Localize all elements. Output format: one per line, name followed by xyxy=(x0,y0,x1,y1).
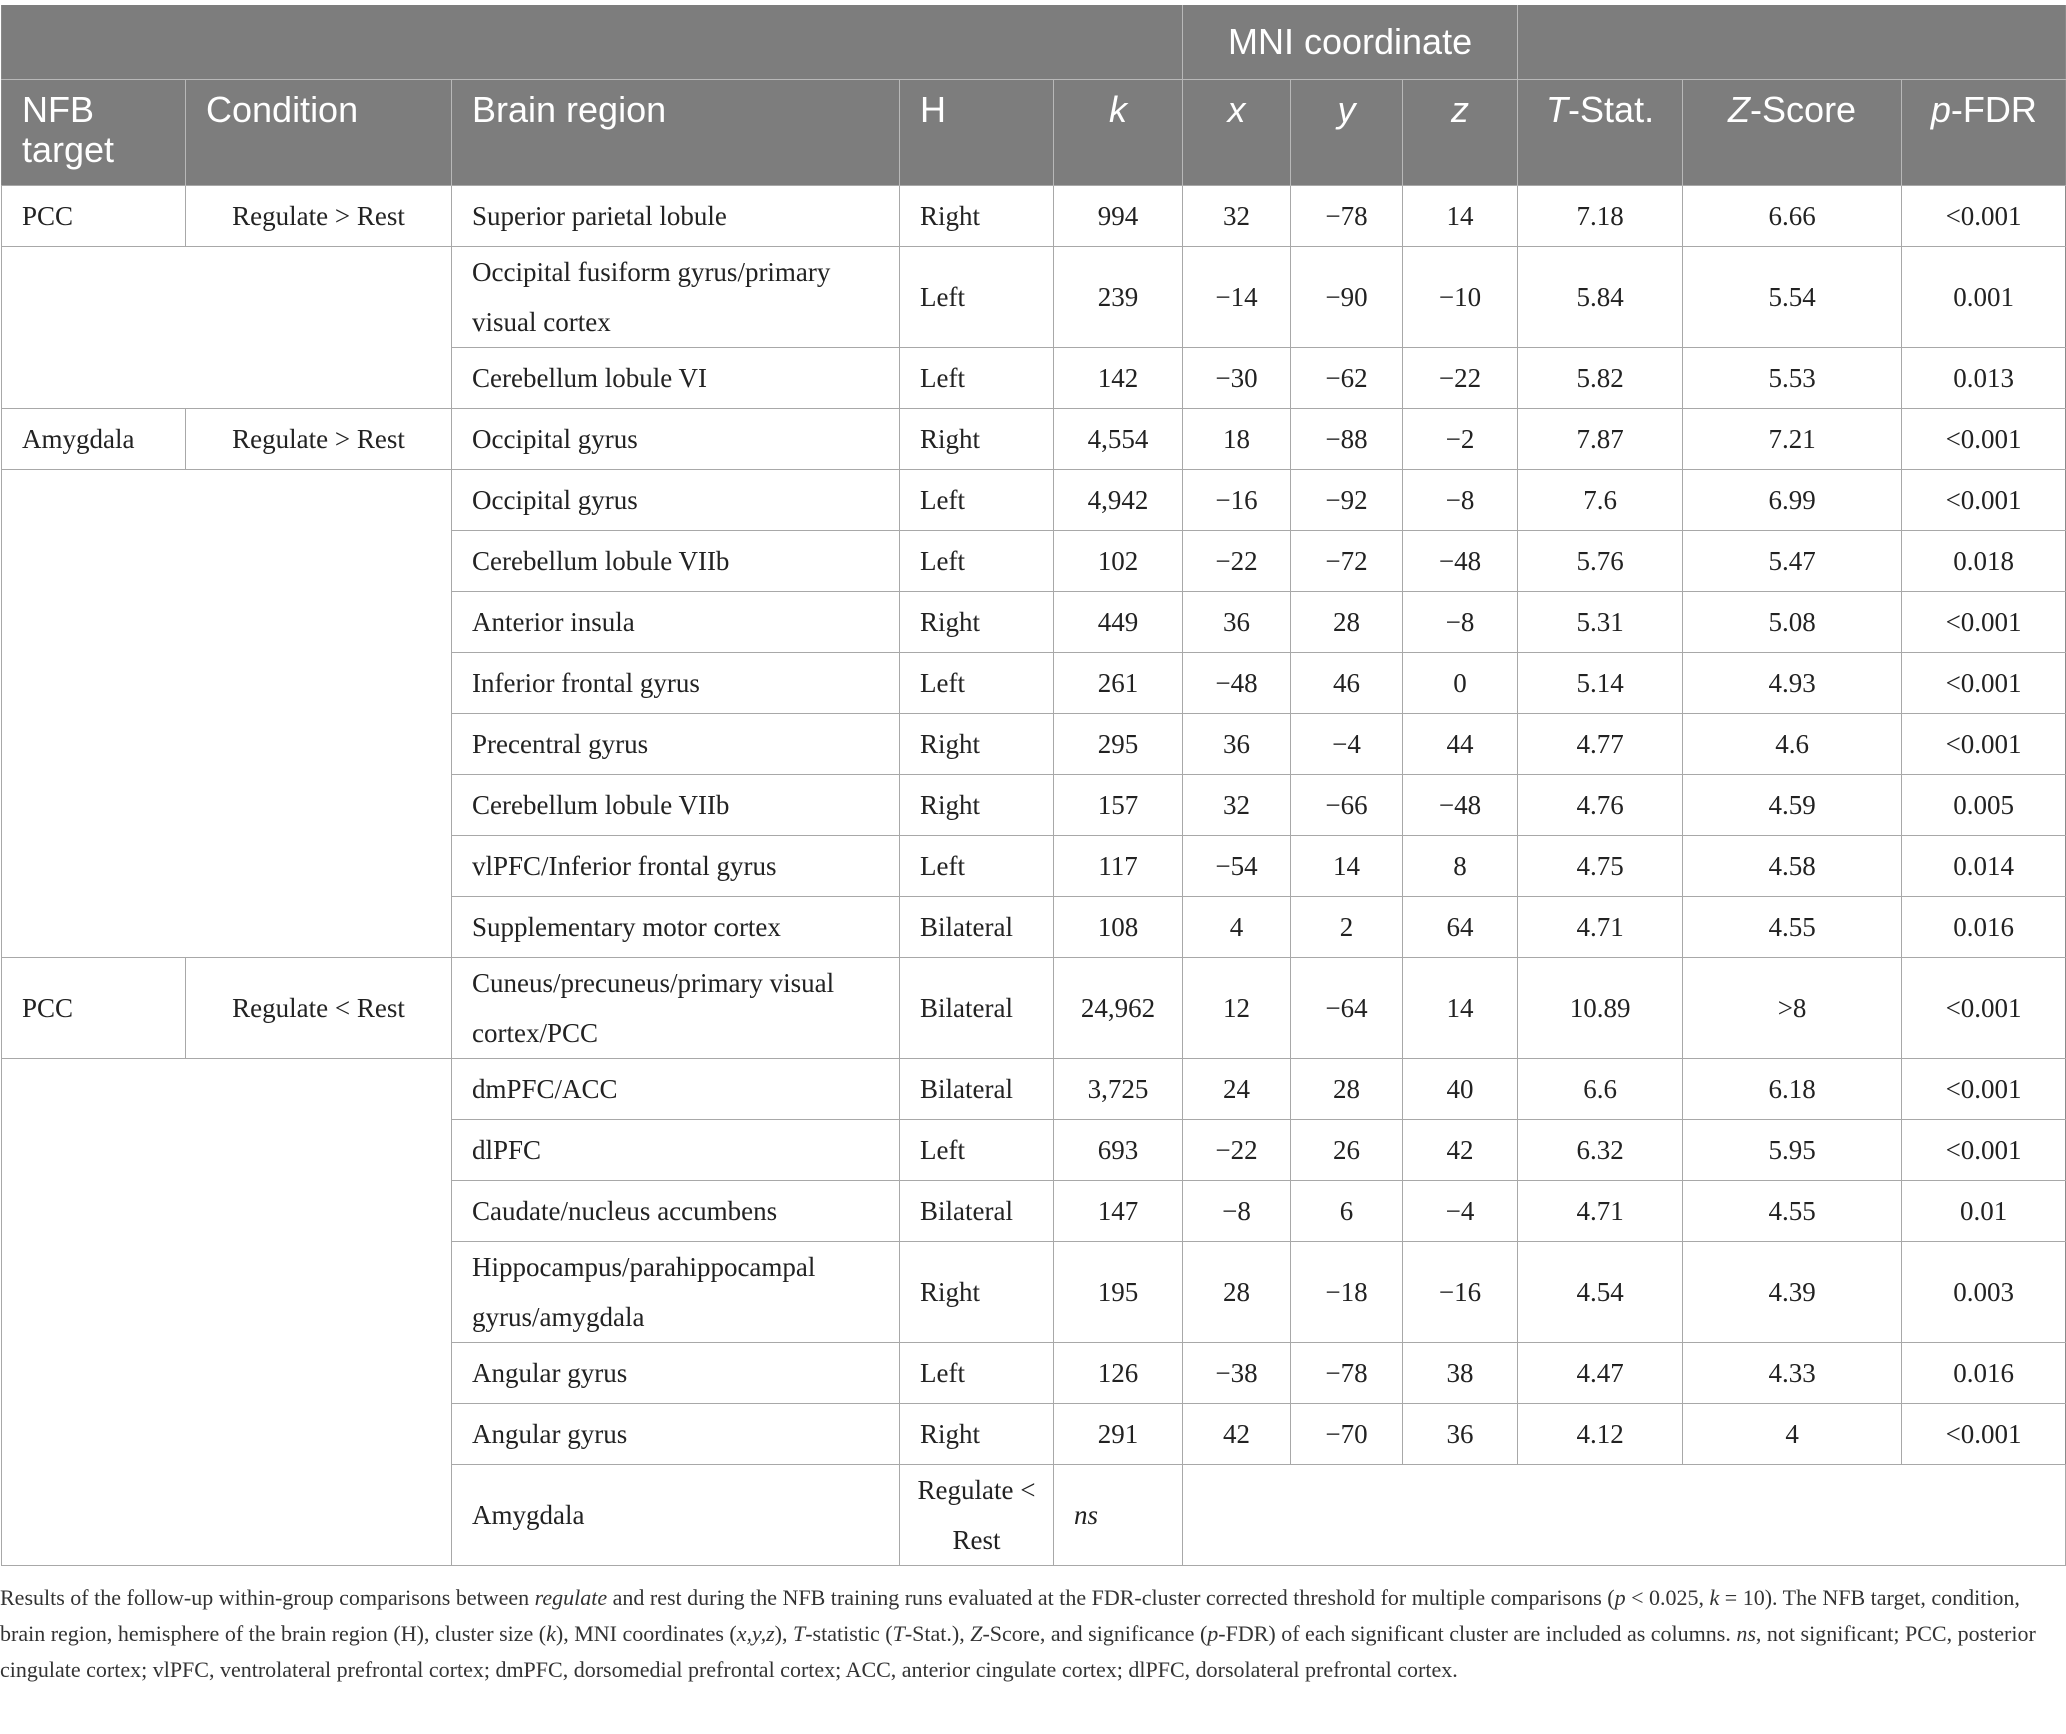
cell-t: 5.82 xyxy=(1518,348,1683,409)
cell-k: 108 xyxy=(1054,897,1183,958)
cell-k: 195 xyxy=(1054,1242,1183,1343)
cell-zscore: >8 xyxy=(1683,958,1902,1059)
cell-x: −14 xyxy=(1183,247,1291,348)
cell-y: −78 xyxy=(1291,186,1403,247)
cell-zscore: 4.55 xyxy=(1683,897,1902,958)
cell-x: −48 xyxy=(1183,653,1291,714)
cell-t: 4.54 xyxy=(1518,1242,1683,1343)
cell-zscore: 5.53 xyxy=(1683,348,1902,409)
cell-region: Hippocampus/parahippocampal gyrus/amygdala xyxy=(452,1242,900,1343)
ns-label: ns xyxy=(1074,1500,1099,1530)
results-table xyxy=(1,5,2066,1566)
cell-t: 7.18 xyxy=(1518,186,1683,247)
cell-y: −18 xyxy=(1291,1242,1403,1343)
cell-x: −22 xyxy=(1183,1120,1291,1181)
cell-zscore: 5.08 xyxy=(1683,592,1902,653)
cell-x: −54 xyxy=(1183,836,1291,897)
col-k: k xyxy=(1054,80,1183,186)
cell-zscore: 4.39 xyxy=(1683,1242,1902,1343)
header-columns-row xyxy=(2,80,2066,186)
cell-k: 3,725 xyxy=(1054,1059,1183,1120)
cell-zscore: 5.47 xyxy=(1683,531,1902,592)
cell-x: 4 xyxy=(1183,897,1291,958)
cell-h: Left xyxy=(900,836,1054,897)
cell-y: 14 xyxy=(1291,836,1403,897)
cell-x: −22 xyxy=(1183,531,1291,592)
cell-region: Cerebellum lobule VIIb xyxy=(452,775,900,836)
cell-zscore: 4 xyxy=(1683,1404,1902,1465)
cell-y: 46 xyxy=(1291,653,1403,714)
cell-k: 147 xyxy=(1054,1181,1183,1242)
cell-zscore: 4.55 xyxy=(1683,1181,1902,1242)
cell-h: Right xyxy=(900,775,1054,836)
col-y: y xyxy=(1291,80,1403,186)
cell-z: −2 xyxy=(1403,409,1518,470)
cell-p: <0.001 xyxy=(1902,592,2066,653)
cell-region: Inferior frontal gyrus xyxy=(452,653,900,714)
cell-z: 8 xyxy=(1403,836,1518,897)
cell-p: 0.016 xyxy=(1902,897,2066,958)
cell-target: PCC xyxy=(2,186,186,247)
mni-coordinate-header: MNI coordinate xyxy=(1183,5,1518,80)
cell-x: 36 xyxy=(1183,592,1291,653)
cell-zscore: 7.21 xyxy=(1683,409,1902,470)
cell-condition: Regulate > Rest xyxy=(186,186,452,247)
cell-x: −16 xyxy=(1183,470,1291,531)
cell-t: 4.75 xyxy=(1518,836,1683,897)
cell-p: 0.01 xyxy=(1902,1181,2066,1242)
cell-h: Bilateral xyxy=(900,1059,1054,1120)
cell-z: 64 xyxy=(1403,897,1518,958)
cell-region: Cerebellum lobule VI xyxy=(452,348,900,409)
cell-region: Precentral gyrus xyxy=(452,714,900,775)
cell-k: 261 xyxy=(1054,653,1183,714)
cell-h: Left xyxy=(900,1343,1054,1404)
cell-y: −4 xyxy=(1291,714,1403,775)
cell-h: Left xyxy=(900,1120,1054,1181)
cell-t: 5.76 xyxy=(1518,531,1683,592)
cell-k: 291 xyxy=(1054,1404,1183,1465)
col-condition: Condition xyxy=(186,80,452,186)
cell-t: 4.71 xyxy=(1518,897,1683,958)
header-group-row xyxy=(2,5,2066,80)
cell-t: 6.6 xyxy=(1518,1059,1683,1120)
cell-t: 5.14 xyxy=(1518,653,1683,714)
cell-k: 994 xyxy=(1054,186,1183,247)
cell-p: <0.001 xyxy=(1902,1404,2066,1465)
cell-x: 12 xyxy=(1183,958,1291,1059)
table-row xyxy=(2,470,2066,531)
cell-group-blank xyxy=(2,1059,452,1566)
cell-region: Supplementary motor cortex xyxy=(452,897,900,958)
col-nfb-target: NFB target xyxy=(22,89,115,170)
cell-h: Left xyxy=(900,247,1054,348)
cell-z: −8 xyxy=(1403,470,1518,531)
cell-x: −30 xyxy=(1183,348,1291,409)
cell-p: 0.013 xyxy=(1902,348,2066,409)
cell-x: 36 xyxy=(1183,714,1291,775)
cell-region: Cerebellum lobule VIIb xyxy=(452,531,900,592)
col-t-stat: T-Stat. xyxy=(1518,80,1683,186)
cell-k: 102 xyxy=(1054,531,1183,592)
cell-condition: Regulate > Rest xyxy=(186,409,452,470)
header-spacer-right xyxy=(1518,5,2066,80)
cell-group-blank xyxy=(2,247,452,409)
cell-target: PCC xyxy=(2,958,186,1059)
cell-p: <0.001 xyxy=(1902,653,2066,714)
cell-y: −88 xyxy=(1291,409,1403,470)
cell-z: −8 xyxy=(1403,592,1518,653)
cell-k: 142 xyxy=(1054,348,1183,409)
cell-region: Occipital fusiform gyrus/primary visual cortex xyxy=(452,247,900,348)
cell-h: Left xyxy=(900,470,1054,531)
cell-p: <0.001 xyxy=(1902,1059,2066,1120)
cell-t: 4.71 xyxy=(1518,1181,1683,1242)
cell-p: <0.001 xyxy=(1902,409,2066,470)
table-row xyxy=(2,186,2066,247)
cell-h: Bilateral xyxy=(900,897,1054,958)
cell-zscore: 4.93 xyxy=(1683,653,1902,714)
cell-x: −38 xyxy=(1183,1343,1291,1404)
cell-k: 4,554 xyxy=(1054,409,1183,470)
cell-k: 117 xyxy=(1054,836,1183,897)
col-p-fdr: p-FDR xyxy=(1902,80,2066,186)
cell-p: 0.016 xyxy=(1902,1343,2066,1404)
cell-h: Right xyxy=(900,592,1054,653)
cell-z: −4 xyxy=(1403,1181,1518,1242)
cell-y: −70 xyxy=(1291,1404,1403,1465)
header-spacer xyxy=(2,5,1183,80)
cell-z: 40 xyxy=(1403,1059,1518,1120)
cell-t: 4.47 xyxy=(1518,1343,1683,1404)
cell-z: −48 xyxy=(1403,531,1518,592)
cell-k: 693 xyxy=(1054,1120,1183,1181)
cell-t: 7.6 xyxy=(1518,470,1683,531)
cell-x: 32 xyxy=(1183,186,1291,247)
cell-z: −16 xyxy=(1403,1242,1518,1343)
cell-zscore: 6.66 xyxy=(1683,186,1902,247)
cell-p: 0.018 xyxy=(1902,531,2066,592)
cell-p: <0.001 xyxy=(1902,1120,2066,1181)
cell-p: 0.001 xyxy=(1902,247,2066,348)
cell-y: 26 xyxy=(1291,1120,1403,1181)
cell-t: 6.32 xyxy=(1518,1120,1683,1181)
cell-y: −72 xyxy=(1291,531,1403,592)
cell-t: 5.31 xyxy=(1518,592,1683,653)
cell-condition: Regulate < Rest xyxy=(900,1465,1054,1566)
cell-t: 10.89 xyxy=(1518,958,1683,1059)
cell-x: 24 xyxy=(1183,1059,1291,1120)
cell-k: 4,942 xyxy=(1054,470,1183,531)
cell-y: −92 xyxy=(1291,470,1403,531)
cell-z: −22 xyxy=(1403,348,1518,409)
table-row xyxy=(2,1059,2066,1120)
cell-k: 295 xyxy=(1054,714,1183,775)
cell-h: Left xyxy=(900,531,1054,592)
cell-region: Anterior insula xyxy=(452,592,900,653)
cell-h: Left xyxy=(900,348,1054,409)
cell-k: 24,962 xyxy=(1054,958,1183,1059)
table-row xyxy=(2,958,2066,1059)
cell-region xyxy=(1054,1465,1183,1566)
table-footnote: Results of the follow-up within-group comparisons between regulate and rest during the NFB training runs evaluated at the FDR-cluster corrected threshold for multiple comparisons (p < 0.025, k = 10). The NFB target, condition, brain region, hemisphere of the brain region (H), cluster size (k), MNI coordinates (x,y,z), T-statistic (T-Stat.), Z-Score, and significance (p-FDR) of each significant cluster are included as columns. ns, not significant; PCC, posterior cingulate cortex; vlPFC, ventrolateral prefrontal cortex; dmPFC, dorsomedial prefrontal cortex; ACC, anterior cingulate cortex; dlPFC, dorsolateral prefrontal cortex. xyxy=(0,1585,2036,1682)
cell-t: 5.84 xyxy=(1518,247,1683,348)
cell-zscore: 4.33 xyxy=(1683,1343,1902,1404)
cell-h: Bilateral xyxy=(900,1181,1054,1242)
col-hemisphere: H xyxy=(900,80,1054,186)
cell-z: −10 xyxy=(1403,247,1518,348)
cell-zscore: 4.6 xyxy=(1683,714,1902,775)
cell-z: −48 xyxy=(1403,775,1518,836)
cell-k: 157 xyxy=(1054,775,1183,836)
table-header xyxy=(2,5,2066,186)
cell-zscore: 6.99 xyxy=(1683,470,1902,531)
col-z-score: Z-Score xyxy=(1683,80,1902,186)
cell-x: −8 xyxy=(1183,1181,1291,1242)
cell-z: 0 xyxy=(1403,653,1518,714)
cell-empty-span xyxy=(1183,1465,2066,1566)
table-body xyxy=(2,186,2066,1566)
cell-p: 0.005 xyxy=(1902,775,2066,836)
cell-k: 449 xyxy=(1054,592,1183,653)
cell-z: 36 xyxy=(1403,1404,1518,1465)
cell-target: Amygdala xyxy=(2,409,186,470)
cell-t: 4.77 xyxy=(1518,714,1683,775)
cell-y: −64 xyxy=(1291,958,1403,1059)
cell-region: Angular gyrus xyxy=(452,1404,900,1465)
cell-h: Right xyxy=(900,1242,1054,1343)
cell-z: 42 xyxy=(1403,1120,1518,1181)
cell-region: dmPFC/ACC xyxy=(452,1059,900,1120)
cell-group-blank xyxy=(2,470,452,958)
cell-region: vlPFC/Inferior frontal gyrus xyxy=(452,836,900,897)
cell-h: Right xyxy=(900,714,1054,775)
table-row xyxy=(2,409,2066,470)
table-row xyxy=(2,247,2066,348)
cell-z: 14 xyxy=(1403,958,1518,1059)
cell-y: 2 xyxy=(1291,897,1403,958)
cell-t: 4.76 xyxy=(1518,775,1683,836)
cell-x: 28 xyxy=(1183,1242,1291,1343)
cell-zscore: 6.18 xyxy=(1683,1059,1902,1120)
cell-p: <0.001 xyxy=(1902,186,2066,247)
cell-p: <0.001 xyxy=(1902,714,2066,775)
cell-h: Right xyxy=(900,186,1054,247)
cell-h: Left xyxy=(900,653,1054,714)
cell-region: Superior parietal lobule xyxy=(452,186,900,247)
cell-y: −66 xyxy=(1291,775,1403,836)
cell-z: 38 xyxy=(1403,1343,1518,1404)
cell-region: Occipital gyrus xyxy=(452,409,900,470)
cell-region: Angular gyrus xyxy=(452,1343,900,1404)
cell-y: 28 xyxy=(1291,1059,1403,1120)
cell-zscore: 5.95 xyxy=(1683,1120,1902,1181)
cell-x: 32 xyxy=(1183,775,1291,836)
cell-region: Cuneus/precuneus/primary visual cortex/PCC xyxy=(452,958,900,1059)
cell-y: 6 xyxy=(1291,1181,1403,1242)
cell-target: Amygdala xyxy=(452,1465,900,1566)
cell-t: 4.12 xyxy=(1518,1404,1683,1465)
cell-x: 18 xyxy=(1183,409,1291,470)
cell-z: 44 xyxy=(1403,714,1518,775)
cell-p: <0.001 xyxy=(1902,958,2066,1059)
cell-p: <0.001 xyxy=(1902,470,2066,531)
cell-y: −62 xyxy=(1291,348,1403,409)
cell-k: 239 xyxy=(1054,247,1183,348)
cell-h: Right xyxy=(900,409,1054,470)
cell-region: Caudate/nucleus accumbens xyxy=(452,1181,900,1242)
cell-y: −78 xyxy=(1291,1343,1403,1404)
cell-p: 0.003 xyxy=(1902,1242,2066,1343)
cell-condition: Regulate < Rest xyxy=(186,958,452,1059)
col-z: z xyxy=(1403,80,1518,186)
col-x: x xyxy=(1183,80,1291,186)
cell-zscore: 4.59 xyxy=(1683,775,1902,836)
cell-zscore: 4.58 xyxy=(1683,836,1902,897)
cell-t: 7.87 xyxy=(1518,409,1683,470)
cell-region: dlPFC xyxy=(452,1120,900,1181)
cell-zscore: 5.54 xyxy=(1683,247,1902,348)
cell-region: Occipital gyrus xyxy=(452,470,900,531)
cell-k: 126 xyxy=(1054,1343,1183,1404)
cell-x: 42 xyxy=(1183,1404,1291,1465)
cell-z: 14 xyxy=(1403,186,1518,247)
cell-y: 28 xyxy=(1291,592,1403,653)
cell-p: 0.014 xyxy=(1902,836,2066,897)
cell-h: Bilateral xyxy=(900,958,1054,1059)
col-brain-region: Brain region xyxy=(452,80,900,186)
cell-y: −90 xyxy=(1291,247,1403,348)
cell-h: Right xyxy=(900,1404,1054,1465)
